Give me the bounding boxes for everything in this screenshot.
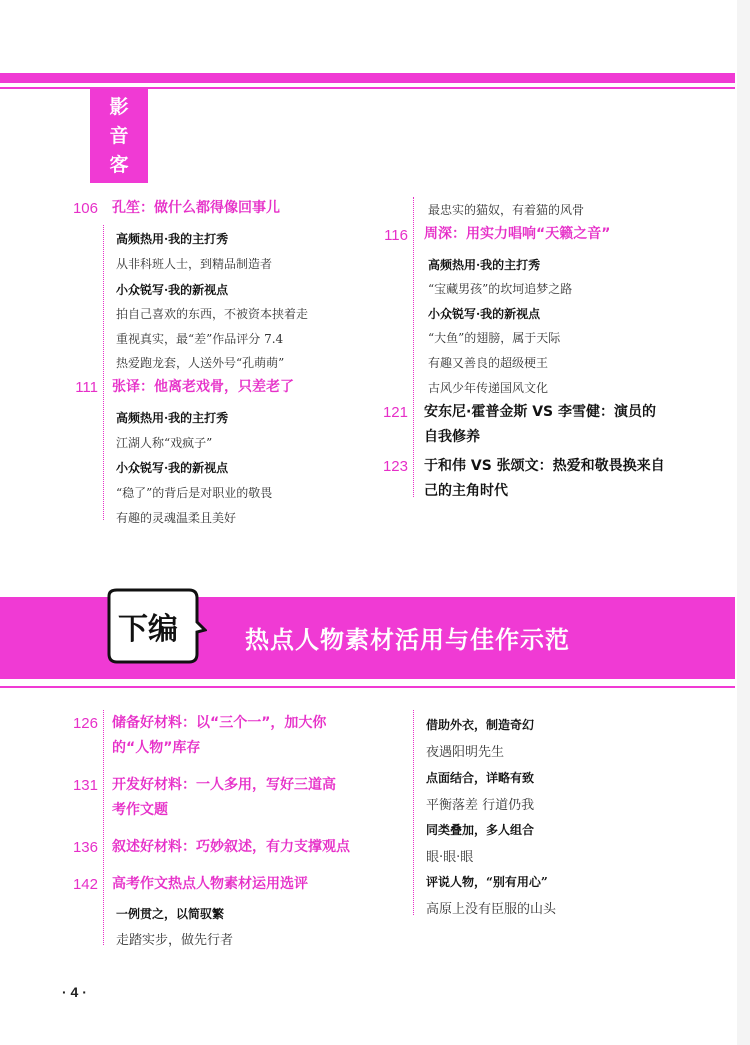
list-item: 拍自己喜欢的东西，不被资本挟着走: [116, 307, 309, 321]
page-number-ref: 142: [72, 876, 98, 893]
list-item: 高原上没有臣服的山头: [426, 902, 557, 917]
section-tag: [90, 89, 148, 183]
left-guide-line: [103, 225, 104, 520]
subheading: 评说人物，“别有用心”: [426, 875, 548, 889]
banner-rule: [0, 686, 735, 688]
page-number-ref: 126: [72, 715, 98, 732]
page-number-ref: 121: [382, 404, 408, 421]
list-item: 重视真实，最“差”作品评分 7.4: [116, 332, 284, 346]
right-guide-line-bottom: [413, 710, 414, 915]
left-guide-line-bottom: [103, 710, 104, 945]
list-item: 平衡落差 行道仍我: [426, 798, 535, 813]
subheading: 借助外衣，制造奇幻: [426, 718, 535, 732]
entry-title[interactable]: 储备好材料：以“三个一”，加大你: [112, 715, 327, 731]
entry-title[interactable]: 开发好材料：一人多用，写好三道高: [112, 777, 336, 793]
list-item: “稳了”的背后是对职业的敬畏: [116, 486, 273, 500]
subheading: 高频热用·我的主打秀: [116, 411, 229, 425]
list-item: 古风少年传递国风文化: [428, 381, 549, 395]
entry-title[interactable]: 张译：他离老戏骨，只差老了: [112, 379, 294, 395]
list-item: 有趣又善良的超级梗王: [428, 356, 549, 370]
entry-title[interactable]: 周深：用实力唱响“天籁之音”: [424, 226, 611, 242]
entry-title-cont[interactable]: 考作文题: [112, 802, 168, 818]
part-title: 热点人物素材活用与佳作示范: [245, 626, 570, 654]
section-tag-char: 客: [109, 154, 129, 176]
entry-title[interactable]: 安东尼·霍普金斯 VS 李雪健：演员的: [424, 404, 656, 420]
list-item: 走踏实步，做先行者: [116, 933, 234, 948]
page-number: · 4 ·: [62, 984, 87, 1000]
section-tag-char: 影: [109, 96, 129, 118]
subheading: 点面结合，详略有致: [426, 771, 535, 785]
entry-title[interactable]: 叙述好材料：巧妙叙述，有力支撑观点: [112, 839, 350, 855]
entry-title[interactable]: 孔笙：做什么都得像回事儿: [112, 200, 280, 216]
list-item: 最忠实的猫奴，有着猫的风骨: [428, 203, 585, 217]
list-item: “大鱼”的翅膀，属于天际: [428, 331, 561, 345]
subheading: 高频热用·我的主打秀: [116, 232, 229, 246]
top-rule: [0, 73, 735, 83]
page-number-ref: 111: [75, 379, 98, 396]
list-item: 夜遇阳明先生: [426, 745, 505, 760]
entry-title-cont[interactable]: 自我修养: [424, 429, 480, 445]
section-tag-char: 音: [109, 125, 129, 147]
page-number-ref: 123: [382, 458, 408, 475]
subheading: 高频热用·我的主打秀: [428, 258, 541, 272]
page-number-ref: 131: [72, 777, 98, 794]
subheading: 一例贯之，以简驭繁: [116, 907, 225, 921]
page-number-ref: 106: [72, 200, 98, 217]
part-badge: 下编: [118, 612, 178, 647]
entry-title-cont[interactable]: 己的主角时代: [424, 483, 508, 499]
entry-title[interactable]: 高考作文热点人物素材运用选评: [112, 876, 308, 892]
page-number-ref: 116: [384, 227, 408, 244]
entry-title-cont[interactable]: 的“人物”库存: [112, 740, 201, 756]
list-item: 从非科班人士，到精品制造者: [116, 257, 273, 271]
subheading: 小众锐写·我的新视点: [116, 283, 229, 297]
right-guide-line: [413, 197, 414, 497]
list-item: 热爱跑龙套，人送外号“孔萌萌”: [116, 356, 285, 370]
page-edge: [737, 0, 750, 1045]
page-number-ref: 136: [72, 839, 98, 856]
subheading: 同类叠加，多人组合: [426, 823, 535, 837]
list-item: 有趣的灵魂温柔且美好: [116, 511, 237, 525]
subheading: 小众锐写·我的新视点: [116, 461, 229, 475]
list-item: “宝藏男孩”的坎坷追梦之路: [428, 282, 573, 296]
subheading: 小众锐写·我的新视点: [428, 307, 541, 321]
entry-title[interactable]: 于和伟 VS 张颂文：热爱和敬畏换来自: [424, 458, 665, 474]
list-item: 江湖人称“戏疯子”: [116, 436, 213, 450]
list-item: 眼·眼·眼: [426, 850, 474, 865]
